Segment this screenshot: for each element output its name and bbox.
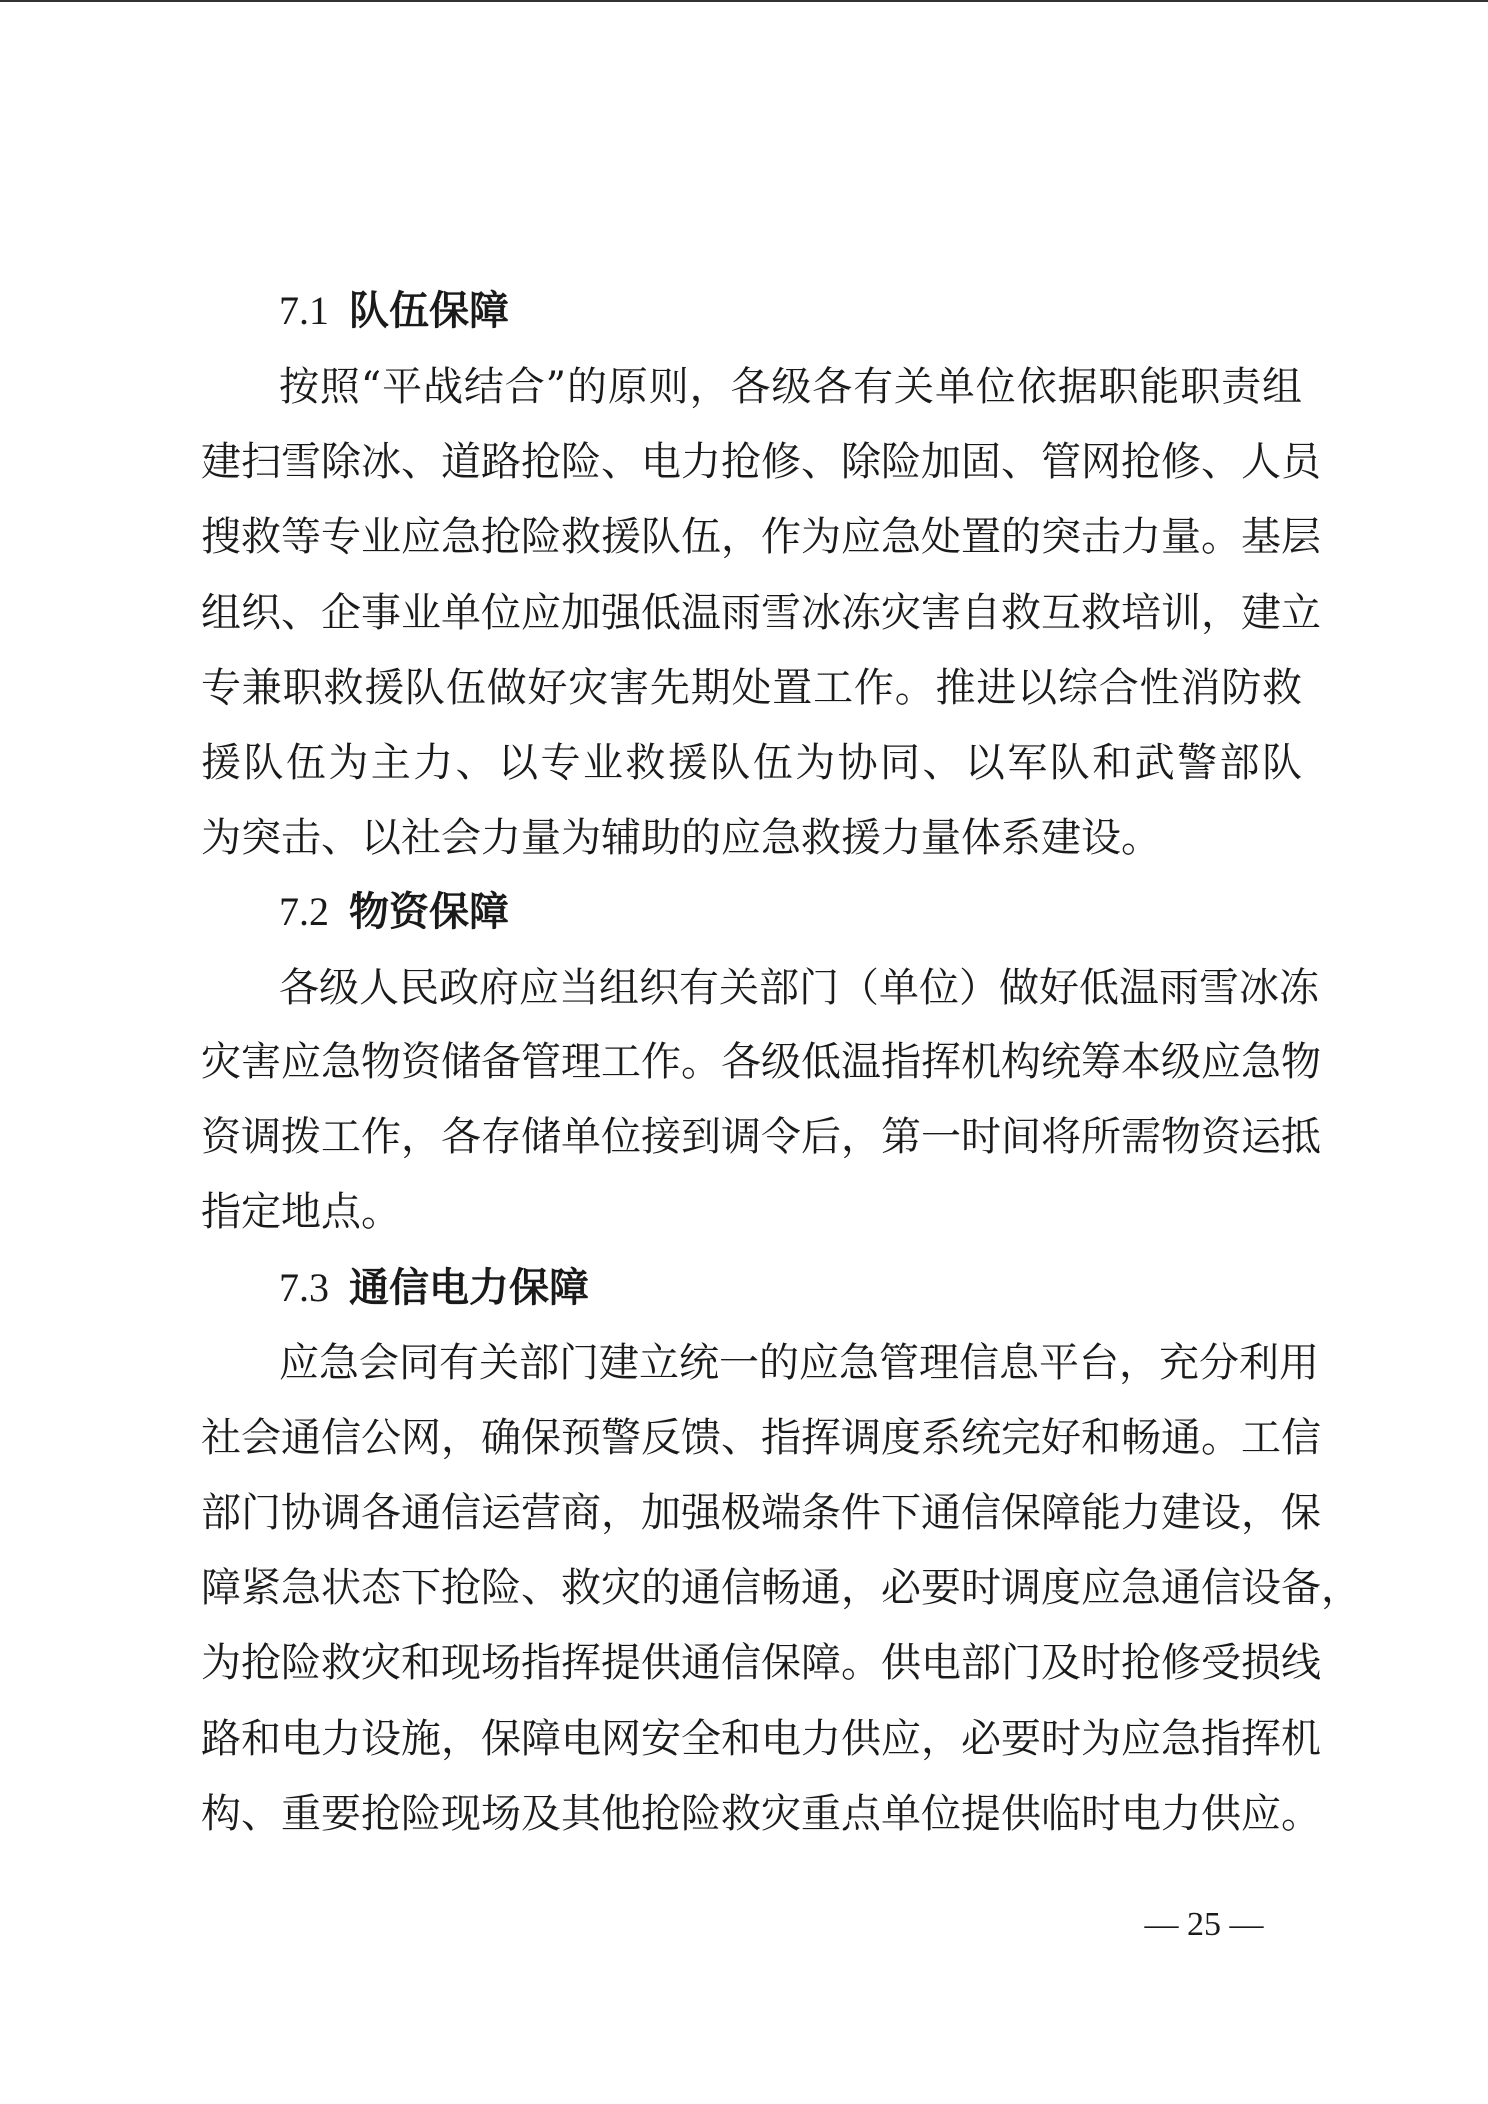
page-number: — 25 — <box>1144 1906 1264 1943</box>
paragraph-line: 搜救等专业应急抢险救援队伍，作为应急处置的突击力量。基层 <box>201 514 1321 560</box>
paragraph-line: 组织、企事业单位应加强低温雨雪冰冻灾害自救互救培训，建立 <box>201 590 1321 636</box>
section-title: 队伍保障 <box>349 288 509 334</box>
paragraph-line: 社会通信公网，确保预警反馈、指挥调度系统完好和畅通。工信 <box>201 1415 1321 1461</box>
paragraph-line: 各级人民政府应当组织有关部门（单位）做好低温雨雪冰冻 <box>279 965 1319 1011</box>
section-number: 7.2 <box>279 889 329 934</box>
paragraph-line: 按照“平战结合”的原则，各级各有关单位依据职能职责组 <box>279 364 1302 410</box>
section-title: 物资保障 <box>349 889 509 935</box>
section-7-3-heading <box>279 1258 589 1318</box>
paragraph-line: 建扫雪除冰、道路抢险、电力抢修、除险加固、管网抢修、人员 <box>201 439 1321 485</box>
paragraph-line: 部门协调各通信运营商，加强极端条件下通信保障能力建设，保 <box>201 1490 1321 1536</box>
paragraph-line: 应急会同有关部门建立统一的应急管理信息平台，充分利用 <box>279 1340 1319 1386</box>
paragraph-line: 专兼职救援队伍做好灾害先期处置工作。推进以综合性消防救 <box>201 665 1302 711</box>
paragraph-line: 指定地点。 <box>201 1189 401 1235</box>
section-number: 7.1 <box>279 288 329 333</box>
section-number: 7.3 <box>279 1265 329 1310</box>
paragraph-line: 资调拨工作，各存储单位接到调令后，第一时间将所需物资运抵 <box>201 1114 1321 1160</box>
section-7-1-heading <box>279 281 509 341</box>
section-7-2-heading <box>279 882 509 942</box>
paragraph-line: 构、重要抢险现场及其他抢险救灾重点单位提供临时电力供应。 <box>201 1791 1321 1837</box>
paragraph-line: 援队伍为主力、以专业救援队伍为协同、以军队和武警部队 <box>201 740 1302 786</box>
section-title: 通信电力保障 <box>349 1265 589 1311</box>
paragraph-line: 障紧急状态下抢险、救灾的通信畅通，必要时调度应急通信设备， <box>201 1565 1361 1611</box>
paragraph-line: 为抢险救灾和现场指挥提供通信保障。供电部门及时抢修受损线 <box>201 1640 1321 1686</box>
paragraph-line: 灾害应急物资储备管理工作。各级低温指挥机构统筹本级应急物 <box>201 1039 1321 1085</box>
paragraph-line: 为突击、以社会力量为辅助的应急救援力量体系建设。 <box>201 815 1161 861</box>
paragraph-line: 路和电力设施，保障电网安全和电力供应，必要时为应急指挥机 <box>201 1716 1321 1762</box>
